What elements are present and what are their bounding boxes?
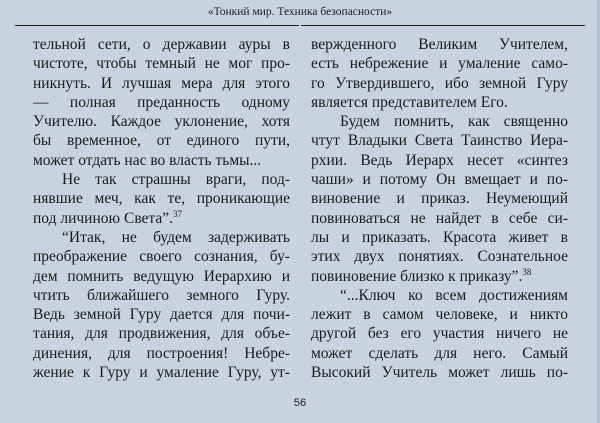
text-line-with-footnote [311,267,568,286]
text-line: Высокий Учитель может лишь по- [311,364,568,382]
text-line-with-footnote [33,209,290,228]
text-line: Ведь земной Гуру дается для почи- [33,306,290,324]
text-line: преображение своего сознания, бу- [33,248,290,266]
text-line: Не так страшны враги, под- [62,171,290,189]
header-rule-right [301,25,585,26]
text-line: чтут Владыки Света Таинство Иера- [311,132,568,150]
text-line: никнуть. И лучшая мера для этого [33,74,290,92]
text-line: “Итак, не будем задерживать [62,228,290,246]
text-line: есть небрежение и умаление само- [311,55,568,73]
text-line: тельной сети, о державии ауры в [33,36,290,53]
text-line: повиновение близко к приказу”. [311,267,523,285]
text-line: лежит в самом человеке, и никто [311,306,568,324]
text-line: чтить ближайшего земного Гуру. [33,286,290,304]
text-line: дем помнить ведущую Иерархию и [33,267,290,285]
text-line: Учителю. Каждое уклонение, хотя [33,113,290,131]
header-rule-left [15,25,299,26]
text-line: нявшие меч, как те, проникающие [33,190,290,208]
text-line: бы временное, от единого пути, [33,132,290,150]
text-line: — полная преданность одному [33,93,290,111]
text-line: Будем помнить, как священно [340,113,568,131]
text-line: может сделать для него. Самый [311,344,568,362]
text-line: тания, для продвижения, для объе- [33,325,290,343]
right-column [311,35,568,382]
text-line: го Утвердившего, ибо земной Гуру [311,74,568,92]
text-line: этих двух понятиях. Сознательное [311,248,568,266]
page-number: 56 [293,397,307,409]
text-line: рхии. Ведь Иерарх несет «синтез [311,151,568,169]
text-line: может отдать нас во власть тьмы... [33,151,262,169]
text-line: является представителем Его. [311,93,508,111]
text-line: виновение и приказ. Неумеющий [311,190,568,208]
text-line: другой без его участия ничего не [311,325,568,343]
text-line: повиноваться не найдет в себе си- [311,209,568,227]
left-column [33,35,290,382]
text-line: чистоте, чтобы темный не мог про- [33,55,290,73]
text-line: чаши» и потому Он вмещает и по- [311,171,568,189]
footnote-ref-37: 37 [173,208,183,219]
text-line: лы и приказать. Красота живет в [311,228,568,246]
text-line: динения, для построения! Небре- [33,344,290,362]
text-line: “...Ключ ко всем достижениям [340,286,568,304]
text-line: под личиною Света”. [33,209,174,227]
footnote-ref-38: 38 [522,266,532,277]
text-line: вержденного Великим Учителем, [311,36,568,53]
running-header: «Тонкий мир. Техника безопасности» [207,6,393,18]
text-line: жение к Гуру и умаление Гуру, ут- [33,364,290,382]
